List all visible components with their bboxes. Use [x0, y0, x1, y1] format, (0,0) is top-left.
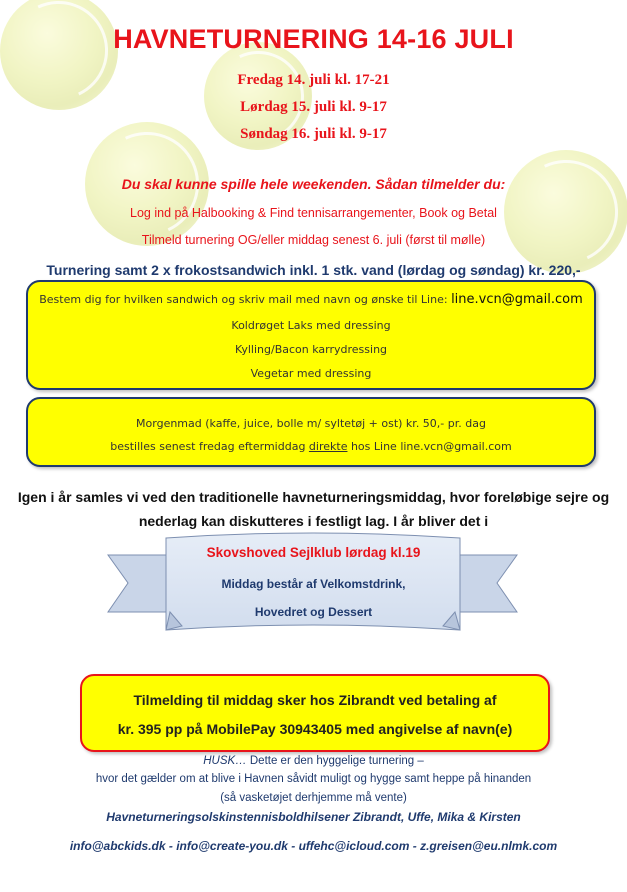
intro-text: Du skal kunne spille hele weekenden. Sådan tilmelder du:	[121, 176, 506, 192]
step-booking: Log ind på Halbooking & Find tennisarrangementer, Book og Betal	[130, 206, 497, 220]
payment-line1: Tilmelding til middag sker hos Zibrandt ved betaling af	[133, 692, 497, 708]
footer-line3: (så vasketøjet derhjemme må vente)	[220, 792, 407, 804]
sandwich-option-salmon: Koldrøget Laks med dressing	[231, 319, 391, 332]
page-title: HAVNETURNERING 14-16 JULI	[113, 24, 514, 54]
banner-line2: Hovedret og Dessert	[254, 605, 373, 619]
dinner-paragraph-line1: Igen i år samles vi ved den traditionelle havneturneringsmiddag, hvor foreløbige sejre og	[17, 489, 610, 505]
footer-husk: HUSK…	[203, 755, 247, 767]
banner-heading: Skovshoved Sejlklub lørdag kl.19	[206, 545, 421, 560]
banner-line1: Middag består af Velkomstdrink,	[221, 577, 406, 591]
footer-emails[interactable]: info@abckids.dk - info@create-you.dk - uffehc@icloud.com - z.greisen@eu.nlmk.com	[69, 839, 558, 853]
sandwich-email-link[interactable]: line.vcn@gmail.com	[451, 292, 583, 307]
payment-box	[80, 674, 550, 752]
sandwich-option-chicken: Kylling/Bacon karrydressing	[234, 343, 388, 356]
price-line: Turnering samt 2 x frokostsandwich inkl. 1 stk. vand (lørdag og søndag) kr. 220,-	[46, 262, 581, 278]
footer-signature: Havneturneringsolskinstennisboldhilsener Zibrandt, Uffe, Mika & Kirsten	[106, 810, 521, 824]
date-saturday: Lørdag 15. juli kl. 9-17	[240, 99, 387, 115]
dinner-paragraph-line2: nederlag kan diskutteres i festligt lag. I år bliver det i	[138, 513, 489, 529]
sandwich-option-vegetarian: Vegetar med dressing	[250, 367, 372, 380]
date-sunday: Søndag 16. juli kl. 9-17	[240, 126, 387, 142]
footer-line2: hvor det gælder om at blive i Havnen såvidt muligt og hygge samt heppe på hinanden	[95, 773, 532, 785]
payment-line2: kr. 395 pp på MobilePay 30943405 med angivelse af navn(e)	[117, 721, 513, 737]
breakfast-deadline-post: hos Line line.vcn@gmail.com	[347, 440, 512, 453]
breakfast-deadline-pre: bestilles senest fredag eftermiddag	[110, 440, 309, 453]
footer-reminder	[0, 755, 627, 767]
breakfast-deadline-underline: direkte	[308, 440, 348, 453]
sandwich-intro: Bestem dig for hvilken sandwich og skriv mail med navn og ønske til Line:	[39, 293, 452, 306]
date-friday: Fredag 14. juli kl. 17-21	[237, 72, 390, 88]
step-signup: Tilmeld turnering OG/eller middag senest 6. juli (først til mølle)	[141, 233, 486, 247]
breakfast-line: Morgenmad (kaffe, juice, bolle m/ syltetøj + ost) kr. 50,- pr. dag	[136, 417, 486, 430]
footer-husk-rest: Dette er den hyggelige turnering –	[246, 755, 424, 767]
